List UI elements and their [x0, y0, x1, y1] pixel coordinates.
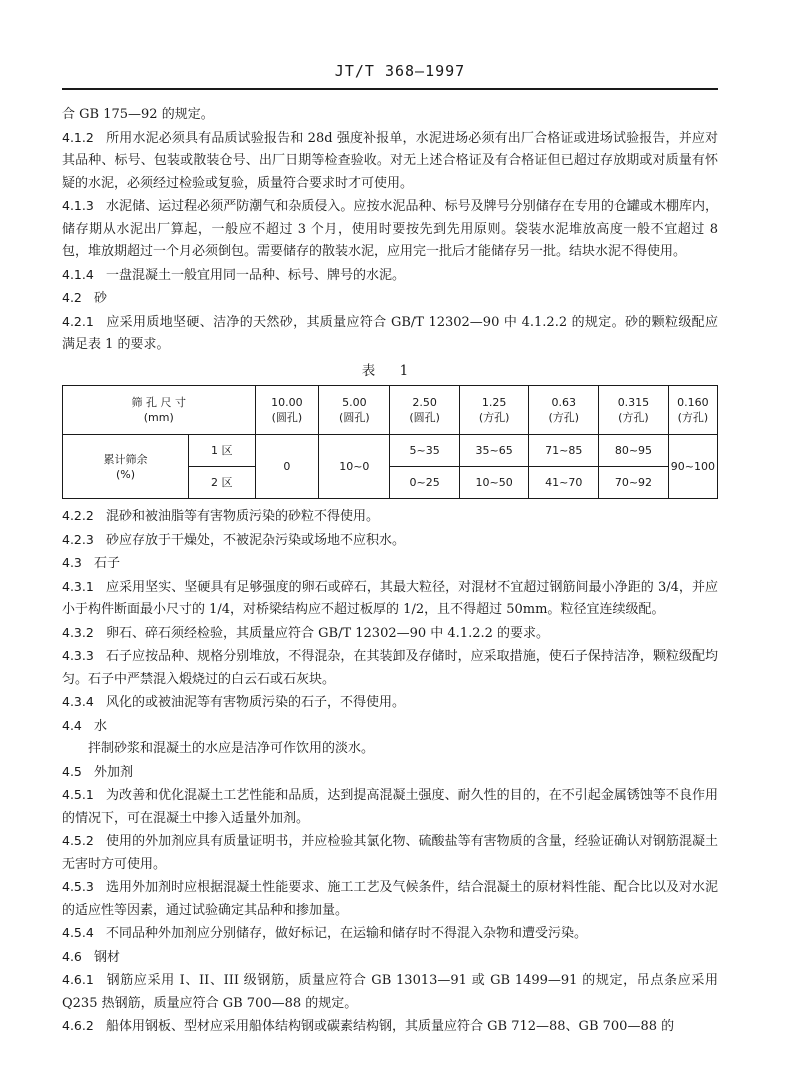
row-unit: (%) — [115, 467, 136, 481]
clause-text: 水泥储、运过程必须严防潮气和杂质侵入。应按水泥品种、标号及牌号分别储存在专用的仓罐或木棚库内，储存期从水泥出厂算起，一般应不超过 3 个月，使用时要按先到先用原则。袋装水泥堆放高度一般不宜超过 8 包，堆放期超过一个月必须倒包。需要储存的散装水泥，应用完一批后才能储存另一批。结块水泥不得使用。 — [62, 199, 718, 259]
clause-4-2-3 — [62, 529, 718, 553]
sieve-type: (方孔) — [618, 411, 649, 424]
clause-text: 使用的外加剂应具有质量证明书，并应检验其氯化物、硫酸盐等有害物质的含量，经验证确认对钢筋混凝土无害时方可使用。 — [62, 834, 718, 872]
table-cell: 0 — [255, 435, 319, 499]
clause-4-5-1 — [62, 784, 718, 830]
sieve-size-cell — [529, 386, 599, 435]
sieve-size-cell — [390, 386, 459, 435]
table-header-row — [63, 386, 718, 435]
table-cell: 41~70 — [529, 467, 599, 499]
clause-text: 选用外加剂时应根据混凝土性能要求、施工工艺及气候条件，结合混凝土的原材料性能、配合比以及对水泥的适应性等因素，通过试验确定其品种和掺加量。 — [62, 880, 718, 918]
clause-number: 4.1.4 — [62, 266, 94, 282]
clause-4-1-3 — [62, 195, 718, 264]
clause-number: 4.1.2 — [62, 129, 94, 145]
clause-number: 4.1.3 — [62, 198, 94, 213]
section-4-2-heading — [62, 287, 718, 311]
document-body — [62, 104, 718, 1039]
clause-text: 不同品种外加剂应分别储存，做好标记，在运输和储存时不得混入杂物和遭受污染。 — [106, 926, 588, 941]
sieve-type: (方孔) — [548, 411, 580, 424]
clause-text: 砂应存放于干燥处，不被泥杂污染或场地不应积水。 — [106, 532, 406, 548]
clause-number: 4.5.2 — [62, 833, 94, 848]
table-caption: 表 1 — [361, 362, 419, 379]
clause-4-2-1 — [62, 311, 718, 357]
sieve-type: (方孔) — [478, 411, 510, 424]
page-header: JT/T 368—1997 — [334, 62, 466, 80]
sieve-type: (圆孔) — [339, 411, 370, 424]
clause-number: 4.2.1 — [62, 313, 94, 329]
section-number: 4.3 — [62, 555, 82, 570]
table-cell: 71~85 — [529, 435, 599, 467]
header-unit: (mm) — [143, 411, 174, 424]
clause-number: 4.6.1 — [62, 972, 94, 987]
clause-number: 4.3.2 — [62, 624, 94, 640]
section-number: 4.2 — [62, 290, 82, 305]
clause-text: 混砂和被油脂等有害物质污染的砂粒不得使用。 — [106, 509, 380, 524]
clause-4-2-2 — [62, 505, 718, 529]
table-cell: 35~65 — [459, 435, 529, 467]
sieve-size-cell — [255, 386, 319, 435]
section-number: 4.4 — [62, 717, 82, 733]
sieve-size: 10.00 — [271, 396, 303, 409]
clause-4-5-2 — [62, 830, 718, 876]
clause-4-5-3 — [62, 876, 718, 922]
section-title: 砂 — [94, 291, 108, 306]
sieve-size: 0.315 — [617, 396, 650, 409]
clause-number: 4.5.3 — [62, 879, 94, 894]
section-number: 4.5 — [62, 763, 82, 779]
clause-number: 4.3.4 — [62, 694, 94, 709]
clause-number: 4.3.1 — [62, 578, 94, 594]
table-cell: 5~35 — [390, 435, 459, 467]
section-title: 水 — [94, 718, 108, 734]
sieve-size: 1.25 — [481, 396, 507, 409]
clause-text: 为改善和优化混凝土工艺性能和品质，达到提高混凝土强度、耐久性的目的，在不引起金属锈蚀等不良作用的情况下，可在混凝土中掺入适量外加剂。 — [62, 788, 718, 826]
clause-number: 4.2.3 — [62, 531, 94, 547]
table-cell: 70~92 — [599, 467, 669, 499]
section-4-4-heading — [62, 715, 718, 739]
table-cell: 10~50 — [459, 467, 529, 499]
zone-label: 1 区 — [189, 435, 256, 467]
sieve-size: 0.160 — [677, 396, 709, 409]
header-rule — [62, 88, 718, 90]
clause-text: 石子应按品种、规格分别堆放，不得混杂，在其装卸及存储时，应采取措施，使石子保持洁净，颗粒级配均匀。石子中严禁混入煅烧过的白云石或石灰块。 — [62, 649, 718, 687]
clause-text: 船体用钢板、型材应采用船体结构钢或碳素结构钢，其质量应符合 GB 712—88、GB 700—88 的 — [106, 1019, 675, 1034]
header-label-cell — [63, 386, 256, 435]
clause-text: 卵石、碎石须经检验，其质量应符合 GB/T 12302—90 中 4.1.2.2 的要求。 — [106, 625, 550, 641]
clause-text: 应采用坚实、坚硬具有足够强度的卵石或碎石，其最大粒径，对混材不宜超过钢筋间最小净距的 3/4，并应小于构件断面最小尺寸的 1/4，对桥梁结构应不超过板厚的 1/2，且不得超过 50mm。粒径宜连续级配。 — [62, 579, 718, 617]
sieve-size: 0.63 — [551, 396, 577, 409]
section-title: 外加剂 — [94, 764, 134, 780]
sieve-size-cell — [459, 386, 529, 435]
sieve-size-cell — [319, 386, 390, 435]
row-label-cell — [63, 435, 189, 499]
table-cell: 90~100 — [668, 435, 717, 499]
clause-number: 4.6.2 — [62, 1018, 94, 1033]
sieve-size-cell — [599, 386, 669, 435]
table-cell: 80~95 — [599, 435, 669, 467]
row-label: 累计筛余 — [103, 452, 148, 466]
clause-4-5-4 — [62, 922, 718, 946]
table-cell: 0~25 — [390, 467, 459, 499]
header-label: 筛 孔 尺 寸 — [131, 396, 187, 409]
clause-4-3-3 — [62, 645, 718, 691]
section-title: 钢材 — [94, 949, 121, 965]
clause-4-6-1 — [62, 969, 718, 1015]
clause-4-3-4 — [62, 691, 718, 715]
sieve-type: (圆孔) — [409, 411, 440, 424]
clause-number: 4.5.4 — [62, 925, 94, 940]
clause-text: 应采用质地坚硬、洁净的天然砂，其质量应符合 GB/T 12302—90 中 4.1.2.2 的规定。砂的颗粒级配应满足表 1 的要求。 — [62, 314, 718, 352]
clause-number: 4.2.2 — [62, 508, 94, 523]
paragraph-continuation: 合 GB 175—92 的规定。 — [62, 107, 214, 122]
clause-number: 4.3.3 — [62, 648, 94, 663]
section-4-5-heading — [62, 761, 718, 785]
table-cell: 10~0 — [319, 435, 390, 499]
clause-text: 一盘混凝土一般宜用同一品种、标号、牌号的水泥。 — [106, 267, 406, 283]
clause-text: 所用水泥必须具有品质试验报告和 28d 强度补报单，水泥进场必须有出厂合格证或进场试验报告，并应对其品种、标号、包装或散装仓号、出厂日期等检查验收。对无上述合格证及有合格证但已超过存放期或对质量有怀疑的水泥，必须经过检验或复验，质量符合要求时才可使用。 — [62, 130, 718, 191]
clause-4-6-2 — [62, 1015, 718, 1039]
zone-label: 2 区 — [189, 467, 256, 499]
table-row-zone-1 — [63, 435, 718, 467]
clause-number: 4.5.1 — [62, 787, 94, 802]
clause-4-1-4 — [62, 264, 718, 288]
section-number: 4.6 — [62, 948, 82, 964]
section-title: 石子 — [94, 556, 121, 571]
clause-text: 钢筋应采用 I、II、III 级钢筋，质量应符合 GB 13013—91 或 GB 1499—91 的规定，吊点条应采用 Q235 热钢筋，质量应符合 GB 700—88 的规定。 — [62, 973, 718, 1011]
sieve-size-cell — [668, 386, 717, 435]
sieve-size: 2.50 — [412, 396, 437, 409]
clause-4-3-2 — [62, 622, 718, 646]
section-4-3-heading — [62, 552, 718, 576]
clause-4-3-1 — [62, 576, 718, 622]
sieve-type: (圆孔) — [271, 411, 303, 424]
clause-4-4-text: 拌制砂浆和混凝土的水应是洁净可作饮用的淡水。 — [88, 741, 375, 756]
sand-grading-table — [62, 385, 718, 499]
sieve-size: 5.00 — [342, 396, 367, 409]
clause-text: 风化的或被油泥等有害物质污染的石子，不得使用。 — [106, 695, 406, 710]
sieve-type: (方孔) — [677, 411, 709, 424]
section-4-6-heading — [62, 946, 718, 970]
clause-4-1-2 — [62, 127, 718, 196]
